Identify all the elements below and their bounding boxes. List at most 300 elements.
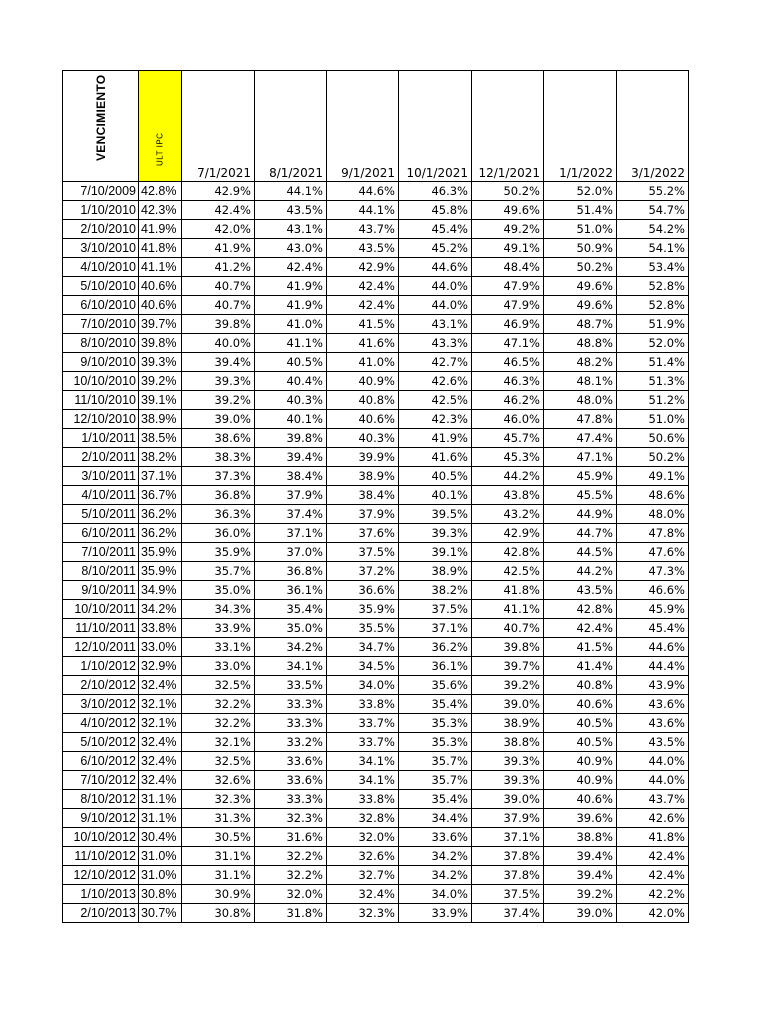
rate-cell[interactable]: 43.3% xyxy=(399,334,472,353)
rate-cell[interactable]: 34.1% xyxy=(255,657,327,676)
ult-ipc-cell[interactable]: 35.9% xyxy=(139,562,182,581)
rate-cell[interactable]: 40.6% xyxy=(327,410,399,429)
rate-cell[interactable]: 48.0% xyxy=(544,391,617,410)
rate-cell[interactable]: 52.0% xyxy=(544,182,617,201)
rate-cell[interactable]: 37.4% xyxy=(255,505,327,524)
maturity-date-cell[interactable]: 2/10/2011 xyxy=(63,448,139,467)
rate-cell[interactable]: 30.8% xyxy=(182,904,255,923)
rate-cell[interactable]: 50.2% xyxy=(617,448,689,467)
rate-cell[interactable]: 32.1% xyxy=(182,733,255,752)
rate-cell[interactable]: 42.0% xyxy=(617,904,689,923)
maturity-date-cell[interactable]: 7/10/2009 xyxy=(63,182,139,201)
rate-cell[interactable]: 32.2% xyxy=(182,695,255,714)
rate-cell[interactable]: 44.1% xyxy=(255,182,327,201)
rate-cell[interactable]: 38.3% xyxy=(182,448,255,467)
maturity-date-cell[interactable]: 1/10/2011 xyxy=(63,429,139,448)
rate-cell[interactable]: 40.5% xyxy=(544,733,617,752)
rate-cell[interactable]: 40.9% xyxy=(544,771,617,790)
rate-cell[interactable]: 41.9% xyxy=(182,239,255,258)
rate-cell[interactable]: 49.2% xyxy=(472,220,544,239)
rate-cell[interactable]: 49.6% xyxy=(472,201,544,220)
rate-cell[interactable]: 38.2% xyxy=(399,581,472,600)
rate-cell[interactable]: 45.9% xyxy=(544,467,617,486)
rate-cell[interactable]: 39.5% xyxy=(399,505,472,524)
rate-cell[interactable]: 42.2% xyxy=(617,885,689,904)
rate-cell[interactable]: 32.0% xyxy=(255,885,327,904)
ult-ipc-cell[interactable]: 34.9% xyxy=(139,581,182,600)
rate-cell[interactable]: 39.0% xyxy=(544,904,617,923)
rate-cell[interactable]: 40.0% xyxy=(182,334,255,353)
rate-cell[interactable]: 42.4% xyxy=(255,258,327,277)
rate-cell[interactable]: 46.0% xyxy=(472,410,544,429)
rate-cell[interactable]: 34.1% xyxy=(327,771,399,790)
rate-cell[interactable]: 46.6% xyxy=(617,581,689,600)
rate-cell[interactable]: 47.8% xyxy=(617,524,689,543)
date-header[interactable]: 3/1/2022 xyxy=(617,71,689,182)
rate-cell[interactable]: 32.2% xyxy=(255,847,327,866)
rate-cell[interactable]: 35.9% xyxy=(327,600,399,619)
ult-ipc-cell[interactable]: 33.0% xyxy=(139,638,182,657)
maturity-date-cell[interactable]: 4/10/2012 xyxy=(63,714,139,733)
rate-cell[interactable]: 38.6% xyxy=(182,429,255,448)
rate-cell[interactable]: 45.4% xyxy=(617,619,689,638)
rate-cell[interactable]: 37.2% xyxy=(327,562,399,581)
rate-cell[interactable]: 32.5% xyxy=(182,676,255,695)
rate-cell[interactable]: 36.1% xyxy=(255,581,327,600)
ult-ipc-cell[interactable]: 32.1% xyxy=(139,695,182,714)
rate-cell[interactable]: 33.6% xyxy=(255,771,327,790)
rate-cell[interactable]: 41.8% xyxy=(617,828,689,847)
rate-cell[interactable]: 40.1% xyxy=(255,410,327,429)
rate-cell[interactable]: 34.1% xyxy=(327,752,399,771)
maturity-date-cell[interactable]: 10/10/2010 xyxy=(63,372,139,391)
rate-cell[interactable]: 46.2% xyxy=(472,391,544,410)
rate-cell[interactable]: 36.0% xyxy=(182,524,255,543)
rate-cell[interactable]: 40.9% xyxy=(544,752,617,771)
date-header[interactable]: 8/1/2021 xyxy=(255,71,327,182)
ult-ipc-cell[interactable]: 40.6% xyxy=(139,277,182,296)
rate-cell[interactable]: 41.4% xyxy=(544,657,617,676)
rate-cell[interactable]: 43.6% xyxy=(617,695,689,714)
maturity-date-cell[interactable]: 2/10/2010 xyxy=(63,220,139,239)
ult-ipc-cell[interactable]: 39.1% xyxy=(139,391,182,410)
rate-cell[interactable]: 36.2% xyxy=(399,638,472,657)
rate-cell[interactable]: 35.4% xyxy=(399,790,472,809)
rate-cell[interactable]: 39.2% xyxy=(182,391,255,410)
rate-cell[interactable]: 42.4% xyxy=(327,296,399,315)
ult-ipc-cell[interactable]: 39.3% xyxy=(139,353,182,372)
rate-cell[interactable]: 45.4% xyxy=(399,220,472,239)
ult-ipc-cell[interactable]: 30.7% xyxy=(139,904,182,923)
rate-cell[interactable]: 33.8% xyxy=(327,790,399,809)
rate-cell[interactable]: 48.2% xyxy=(544,353,617,372)
rate-cell[interactable]: 33.1% xyxy=(182,638,255,657)
rate-cell[interactable]: 43.1% xyxy=(399,315,472,334)
rate-cell[interactable]: 40.8% xyxy=(327,391,399,410)
rate-cell[interactable]: 46.5% xyxy=(472,353,544,372)
rate-cell[interactable]: 41.9% xyxy=(255,277,327,296)
rate-cell[interactable]: 40.5% xyxy=(544,714,617,733)
rate-cell[interactable]: 47.1% xyxy=(544,448,617,467)
rate-cell[interactable]: 43.7% xyxy=(327,220,399,239)
rate-cell[interactable]: 32.4% xyxy=(327,885,399,904)
ult-ipc-cell[interactable]: 31.1% xyxy=(139,790,182,809)
rate-cell[interactable]: 37.1% xyxy=(472,828,544,847)
rate-cell[interactable]: 30.9% xyxy=(182,885,255,904)
rate-cell[interactable]: 34.0% xyxy=(399,885,472,904)
rate-cell[interactable]: 39.0% xyxy=(182,410,255,429)
rate-cell[interactable]: 34.4% xyxy=(399,809,472,828)
rate-cell[interactable]: 51.2% xyxy=(617,391,689,410)
rate-cell[interactable]: 43.9% xyxy=(617,676,689,695)
rate-cell[interactable]: 49.1% xyxy=(472,239,544,258)
rate-cell[interactable]: 48.1% xyxy=(544,372,617,391)
rate-cell[interactable]: 41.6% xyxy=(327,334,399,353)
rate-cell[interactable]: 52.8% xyxy=(617,296,689,315)
rate-cell[interactable]: 32.3% xyxy=(327,904,399,923)
maturity-date-cell[interactable]: 12/10/2012 xyxy=(63,866,139,885)
rate-cell[interactable]: 40.3% xyxy=(327,429,399,448)
rate-cell[interactable]: 42.9% xyxy=(472,524,544,543)
maturity-date-cell[interactable]: 4/10/2010 xyxy=(63,258,139,277)
rate-cell[interactable]: 38.8% xyxy=(544,828,617,847)
rate-cell[interactable]: 45.3% xyxy=(472,448,544,467)
ult-ipc-cell[interactable]: 38.2% xyxy=(139,448,182,467)
ult-ipc-cell[interactable]: 31.1% xyxy=(139,809,182,828)
maturity-date-cell[interactable]: 11/10/2011 xyxy=(63,619,139,638)
rate-cell[interactable]: 36.8% xyxy=(255,562,327,581)
rate-cell[interactable]: 40.7% xyxy=(182,296,255,315)
rate-cell[interactable]: 47.9% xyxy=(472,296,544,315)
rate-cell[interactable]: 40.3% xyxy=(255,391,327,410)
rate-cell[interactable]: 32.6% xyxy=(182,771,255,790)
rate-cell[interactable]: 49.6% xyxy=(544,296,617,315)
maturity-date-cell[interactable]: 7/10/2010 xyxy=(63,315,139,334)
rate-cell[interactable]: 48.7% xyxy=(544,315,617,334)
rate-cell[interactable]: 40.6% xyxy=(544,695,617,714)
rate-cell[interactable]: 32.2% xyxy=(255,866,327,885)
maturity-date-cell[interactable]: 6/10/2010 xyxy=(63,296,139,315)
rate-cell[interactable]: 38.8% xyxy=(472,733,544,752)
rate-cell[interactable]: 37.5% xyxy=(327,543,399,562)
rate-cell[interactable]: 48.8% xyxy=(544,334,617,353)
maturity-date-cell[interactable]: 3/10/2010 xyxy=(63,239,139,258)
rate-cell[interactable]: 32.7% xyxy=(327,866,399,885)
rate-cell[interactable]: 40.7% xyxy=(182,277,255,296)
rate-cell[interactable]: 41.1% xyxy=(255,334,327,353)
rate-cell[interactable]: 31.3% xyxy=(182,809,255,828)
rate-cell[interactable]: 34.2% xyxy=(255,638,327,657)
rate-cell[interactable]: 44.2% xyxy=(472,467,544,486)
rate-cell[interactable]: 44.6% xyxy=(399,258,472,277)
rate-cell[interactable]: 43.5% xyxy=(617,733,689,752)
rate-cell[interactable]: 39.4% xyxy=(544,847,617,866)
rate-cell[interactable]: 32.5% xyxy=(182,752,255,771)
rate-cell[interactable]: 45.5% xyxy=(544,486,617,505)
rate-cell[interactable]: 32.6% xyxy=(327,847,399,866)
ult-ipc-cell[interactable]: 37.1% xyxy=(139,467,182,486)
rate-cell[interactable]: 40.4% xyxy=(255,372,327,391)
rate-cell[interactable]: 34.5% xyxy=(327,657,399,676)
rate-cell[interactable]: 40.5% xyxy=(255,353,327,372)
rate-cell[interactable]: 33.9% xyxy=(399,904,472,923)
rate-cell[interactable]: 33.7% xyxy=(327,733,399,752)
ult-ipc-cell[interactable]: 41.8% xyxy=(139,239,182,258)
rate-cell[interactable]: 47.4% xyxy=(544,429,617,448)
rate-cell[interactable]: 39.4% xyxy=(255,448,327,467)
rate-cell[interactable]: 42.6% xyxy=(617,809,689,828)
maturity-date-cell[interactable]: 12/10/2010 xyxy=(63,410,139,429)
rate-cell[interactable]: 51.4% xyxy=(617,353,689,372)
rate-cell[interactable]: 37.4% xyxy=(472,904,544,923)
rate-cell[interactable]: 34.2% xyxy=(399,847,472,866)
rate-cell[interactable]: 37.9% xyxy=(327,505,399,524)
rate-cell[interactable]: 42.8% xyxy=(544,600,617,619)
ult-ipc-cell[interactable]: 34.2% xyxy=(139,600,182,619)
maturity-date-cell[interactable]: 5/10/2012 xyxy=(63,733,139,752)
rate-cell[interactable]: 47.8% xyxy=(544,410,617,429)
rate-cell[interactable]: 38.4% xyxy=(327,486,399,505)
ult-ipc-cell[interactable]: 30.8% xyxy=(139,885,182,904)
maturity-date-cell[interactable]: 2/10/2013 xyxy=(63,904,139,923)
rate-cell[interactable]: 39.8% xyxy=(182,315,255,334)
ult-ipc-cell[interactable]: 36.7% xyxy=(139,486,182,505)
rate-cell[interactable]: 41.5% xyxy=(544,638,617,657)
rate-cell[interactable]: 41.8% xyxy=(472,581,544,600)
rate-cell[interactable]: 34.2% xyxy=(399,866,472,885)
rate-cell[interactable]: 47.6% xyxy=(617,543,689,562)
ult-ipc-cell[interactable]: 36.2% xyxy=(139,505,182,524)
rate-cell[interactable]: 46.3% xyxy=(472,372,544,391)
rate-cell[interactable]: 39.8% xyxy=(472,638,544,657)
rate-cell[interactable]: 36.6% xyxy=(327,581,399,600)
rate-cell[interactable]: 31.1% xyxy=(182,866,255,885)
rate-cell[interactable]: 42.6% xyxy=(399,372,472,391)
rate-cell[interactable]: 39.2% xyxy=(472,676,544,695)
rate-cell[interactable]: 33.7% xyxy=(327,714,399,733)
rate-cell[interactable]: 41.5% xyxy=(327,315,399,334)
maturity-date-cell[interactable]: 5/10/2011 xyxy=(63,505,139,524)
rate-cell[interactable]: 31.8% xyxy=(255,904,327,923)
rate-cell[interactable]: 42.4% xyxy=(182,201,255,220)
rate-cell[interactable]: 52.0% xyxy=(617,334,689,353)
rate-cell[interactable]: 32.3% xyxy=(255,809,327,828)
rate-cell[interactable]: 39.4% xyxy=(182,353,255,372)
date-header[interactable]: 10/1/2021 xyxy=(399,71,472,182)
rate-cell[interactable]: 34.0% xyxy=(327,676,399,695)
rate-cell[interactable]: 51.9% xyxy=(617,315,689,334)
rate-cell[interactable]: 39.7% xyxy=(472,657,544,676)
rate-cell[interactable]: 41.6% xyxy=(399,448,472,467)
maturity-date-cell[interactable]: 3/10/2011 xyxy=(63,467,139,486)
rate-cell[interactable]: 32.8% xyxy=(327,809,399,828)
rate-cell[interactable]: 37.9% xyxy=(255,486,327,505)
date-header[interactable]: 12/1/2021 xyxy=(472,71,544,182)
rate-cell[interactable]: 37.6% xyxy=(327,524,399,543)
maturity-date-cell[interactable]: 9/10/2011 xyxy=(63,581,139,600)
rate-cell[interactable]: 46.3% xyxy=(399,182,472,201)
ult-ipc-cell[interactable]: 39.8% xyxy=(139,334,182,353)
rate-cell[interactable]: 33.6% xyxy=(255,752,327,771)
rate-cell[interactable]: 33.0% xyxy=(182,657,255,676)
rate-cell[interactable]: 35.4% xyxy=(399,695,472,714)
rate-cell[interactable]: 50.6% xyxy=(617,429,689,448)
rate-cell[interactable]: 35.0% xyxy=(255,619,327,638)
rate-cell[interactable]: 37.8% xyxy=(472,866,544,885)
maturity-date-cell[interactable]: 8/10/2011 xyxy=(63,562,139,581)
maturity-date-cell[interactable]: 8/10/2010 xyxy=(63,334,139,353)
ult-ipc-cell[interactable]: 31.0% xyxy=(139,866,182,885)
rate-cell[interactable]: 49.6% xyxy=(544,277,617,296)
maturity-date-cell[interactable]: 1/10/2013 xyxy=(63,885,139,904)
ult-ipc-cell[interactable]: 40.6% xyxy=(139,296,182,315)
rate-cell[interactable]: 33.8% xyxy=(327,695,399,714)
rate-cell[interactable]: 36.8% xyxy=(182,486,255,505)
ult-ipc-cell[interactable]: 31.0% xyxy=(139,847,182,866)
rate-cell[interactable]: 44.6% xyxy=(327,182,399,201)
rate-cell[interactable]: 30.5% xyxy=(182,828,255,847)
rate-cell[interactable]: 42.5% xyxy=(399,391,472,410)
ult-ipc-cell[interactable]: 36.2% xyxy=(139,524,182,543)
rate-cell[interactable]: 36.1% xyxy=(399,657,472,676)
rate-cell[interactable]: 39.3% xyxy=(182,372,255,391)
rate-cell[interactable]: 39.1% xyxy=(399,543,472,562)
ult-ipc-cell[interactable]: 39.7% xyxy=(139,315,182,334)
rate-cell[interactable]: 43.1% xyxy=(255,220,327,239)
rate-cell[interactable]: 45.8% xyxy=(399,201,472,220)
rate-cell[interactable]: 35.9% xyxy=(182,543,255,562)
rate-cell[interactable]: 33.3% xyxy=(255,714,327,733)
rate-cell[interactable]: 31.1% xyxy=(182,847,255,866)
rate-cell[interactable]: 39.9% xyxy=(327,448,399,467)
rate-cell[interactable]: 54.2% xyxy=(617,220,689,239)
rate-cell[interactable]: 44.7% xyxy=(544,524,617,543)
rate-cell[interactable]: 55.2% xyxy=(617,182,689,201)
rate-cell[interactable]: 39.8% xyxy=(255,429,327,448)
rate-cell[interactable]: 50.9% xyxy=(544,239,617,258)
rate-cell[interactable]: 40.6% xyxy=(544,790,617,809)
rate-cell[interactable]: 35.3% xyxy=(399,733,472,752)
rate-cell[interactable]: 50.2% xyxy=(472,182,544,201)
rate-cell[interactable]: 47.3% xyxy=(617,562,689,581)
rate-cell[interactable]: 43.0% xyxy=(255,239,327,258)
ult-ipc-header[interactable] xyxy=(139,71,182,182)
rate-cell[interactable]: 33.2% xyxy=(255,733,327,752)
rate-cell[interactable]: 44.6% xyxy=(617,638,689,657)
ult-ipc-cell[interactable]: 39.2% xyxy=(139,372,182,391)
rate-cell[interactable]: 39.4% xyxy=(544,866,617,885)
rate-cell[interactable]: 39.6% xyxy=(544,809,617,828)
rate-cell[interactable]: 35.7% xyxy=(182,562,255,581)
rate-cell[interactable]: 43.8% xyxy=(472,486,544,505)
rate-cell[interactable]: 41.9% xyxy=(255,296,327,315)
maturity-date-cell[interactable]: 1/10/2010 xyxy=(63,201,139,220)
rate-cell[interactable]: 44.5% xyxy=(544,543,617,562)
maturity-date-cell[interactable]: 11/10/2012 xyxy=(63,847,139,866)
rate-cell[interactable]: 43.5% xyxy=(544,581,617,600)
maturity-date-cell[interactable]: 9/10/2010 xyxy=(63,353,139,372)
ult-ipc-cell[interactable]: 32.4% xyxy=(139,676,182,695)
rate-cell[interactable]: 45.9% xyxy=(617,600,689,619)
maturity-date-cell[interactable]: 7/10/2011 xyxy=(63,543,139,562)
maturity-date-cell[interactable]: 11/10/2010 xyxy=(63,391,139,410)
ult-ipc-cell[interactable]: 32.1% xyxy=(139,714,182,733)
maturity-date-cell[interactable]: 2/10/2012 xyxy=(63,676,139,695)
ult-ipc-cell[interactable]: 35.9% xyxy=(139,543,182,562)
rate-cell[interactable]: 42.4% xyxy=(617,866,689,885)
maturity-date-cell[interactable]: 6/10/2012 xyxy=(63,752,139,771)
rate-cell[interactable]: 40.7% xyxy=(472,619,544,638)
rate-cell[interactable]: 35.6% xyxy=(399,676,472,695)
rate-cell[interactable]: 40.8% xyxy=(544,676,617,695)
rate-cell[interactable]: 41.1% xyxy=(472,600,544,619)
rate-cell[interactable]: 38.9% xyxy=(327,467,399,486)
rate-cell[interactable]: 37.3% xyxy=(182,467,255,486)
date-header[interactable]: 9/1/2021 xyxy=(327,71,399,182)
rate-cell[interactable]: 48.0% xyxy=(617,505,689,524)
rate-cell[interactable]: 36.3% xyxy=(182,505,255,524)
rate-cell[interactable]: 42.8% xyxy=(472,543,544,562)
rate-cell[interactable]: 37.1% xyxy=(399,619,472,638)
rate-cell[interactable]: 44.1% xyxy=(327,201,399,220)
rate-cell[interactable]: 39.3% xyxy=(399,524,472,543)
rate-cell[interactable]: 41.0% xyxy=(327,353,399,372)
rate-cell[interactable]: 41.2% xyxy=(182,258,255,277)
maturity-date-cell[interactable]: 10/10/2011 xyxy=(63,600,139,619)
maturity-date-cell[interactable]: 8/10/2012 xyxy=(63,790,139,809)
maturity-date-cell[interactable]: 5/10/2010 xyxy=(63,277,139,296)
rate-cell[interactable]: 42.3% xyxy=(399,410,472,429)
rate-cell[interactable]: 42.4% xyxy=(544,619,617,638)
maturity-date-cell[interactable]: 3/10/2012 xyxy=(63,695,139,714)
rate-cell[interactable]: 42.9% xyxy=(182,182,255,201)
rate-cell[interactable]: 33.9% xyxy=(182,619,255,638)
ult-ipc-cell[interactable]: 42.3% xyxy=(139,201,182,220)
rate-cell[interactable]: 33.3% xyxy=(255,695,327,714)
rate-cell[interactable]: 37.0% xyxy=(255,543,327,562)
rate-cell[interactable]: 38.9% xyxy=(399,562,472,581)
rate-cell[interactable]: 46.9% xyxy=(472,315,544,334)
maturity-date-cell[interactable]: 1/10/2012 xyxy=(63,657,139,676)
rate-cell[interactable]: 51.0% xyxy=(544,220,617,239)
rate-cell[interactable]: 37.8% xyxy=(472,847,544,866)
maturity-date-cell[interactable]: 6/10/2011 xyxy=(63,524,139,543)
rate-cell[interactable]: 38.4% xyxy=(255,467,327,486)
vencimiento-header[interactable] xyxy=(63,71,139,182)
rate-cell[interactable]: 31.6% xyxy=(255,828,327,847)
rate-cell[interactable]: 42.4% xyxy=(617,847,689,866)
rate-cell[interactable]: 47.1% xyxy=(472,334,544,353)
rate-cell[interactable]: 44.0% xyxy=(399,296,472,315)
maturity-date-cell[interactable]: 9/10/2012 xyxy=(63,809,139,828)
rate-cell[interactable]: 44.4% xyxy=(617,657,689,676)
rate-cell[interactable]: 51.3% xyxy=(617,372,689,391)
rate-cell[interactable]: 34.3% xyxy=(182,600,255,619)
rate-cell[interactable]: 43.5% xyxy=(255,201,327,220)
rate-cell[interactable]: 37.1% xyxy=(255,524,327,543)
rate-cell[interactable]: 41.9% xyxy=(399,429,472,448)
ult-ipc-cell[interactable]: 32.4% xyxy=(139,771,182,790)
rate-cell[interactable]: 33.6% xyxy=(399,828,472,847)
rate-cell[interactable]: 48.6% xyxy=(617,486,689,505)
rate-cell[interactable]: 54.1% xyxy=(617,239,689,258)
rate-cell[interactable]: 35.7% xyxy=(399,752,472,771)
ult-ipc-cell[interactable]: 41.9% xyxy=(139,220,182,239)
rate-cell[interactable]: 45.2% xyxy=(399,239,472,258)
rate-cell[interactable]: 41.0% xyxy=(255,315,327,334)
rate-cell[interactable]: 47.9% xyxy=(472,277,544,296)
rate-cell[interactable]: 42.7% xyxy=(399,353,472,372)
